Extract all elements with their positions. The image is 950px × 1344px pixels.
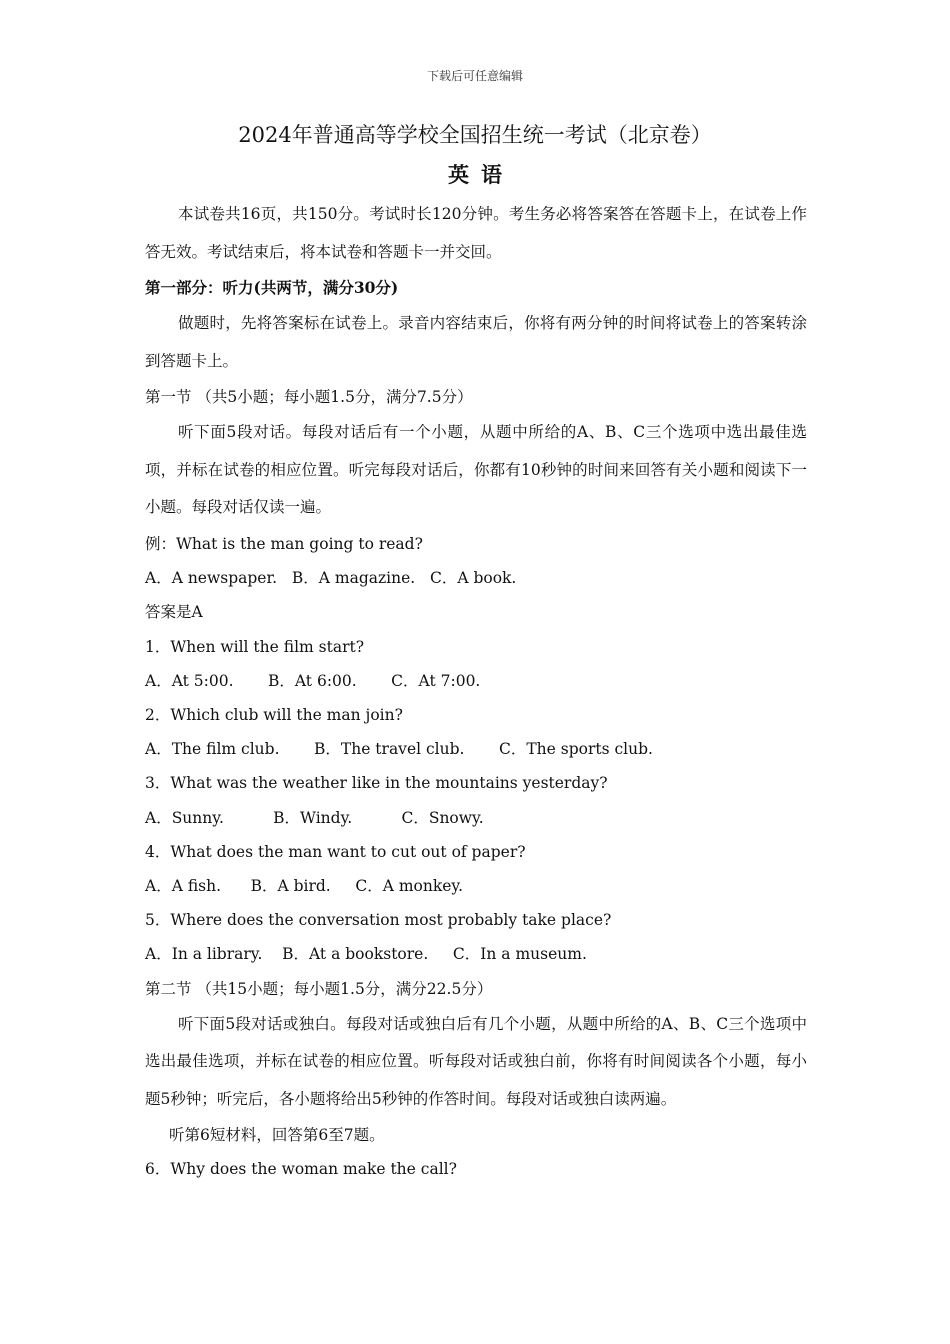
section1-instruction: 听下面5段对话。每段对话后有一个小题，从题中所给的A、B、C三个选项中选出最佳选项，并标在试卷的相应位置。听完每段对话后，你都有10秒钟的时间来回答有关小题和阅读下一小题。每段对话仅读一遍。 <box>145 423 807 517</box>
question-3-options: A．Sunny. B．Windy. C．Snowy. <box>145 808 484 827</box>
question-4: 4．What does the man want to cut out of paper? <box>145 842 526 861</box>
exam-content <box>145 196 807 1187</box>
question-5-options: A．In a library. B．At a bookstore. C．In a museum. <box>145 945 587 964</box>
example-question: 例：What is the man going to read? <box>145 534 423 553</box>
section1-heading: 第一节 （共5小题；每小题1.5分，满分7.5分） <box>145 388 473 407</box>
question-3: 3．What was the weather like in the mountains yesterday? <box>145 774 608 793</box>
exam-subject: 英语 <box>448 162 514 187</box>
question-2: 2．Which club will the man join? <box>145 705 403 724</box>
question-4-options: A．A fish. B．A bird. C．A monkey. <box>145 876 464 895</box>
material-note: 听第6短材料，回答第6至7题。 <box>169 1126 385 1145</box>
section2-heading: 第二节 （共15小题；每小题1.5分，满分22.5分） <box>145 979 493 998</box>
header-note: 下载后可任意编辑 <box>426 69 523 83</box>
intro-paragraph: 本试卷共16页，共150分。考试时长120分钟。考生务必将答案答在答题卡上，在试卷上作答无效。考试结束后，将本试卷和答题卡一并交回。 <box>145 205 807 261</box>
part1-instruction: 做题时，先将答案标在试卷上。录音内容结束后，你将有两分钟的时间将试卷上的答案转涂到答题卡上。 <box>145 314 807 370</box>
question-1: 1．When will the film start? <box>145 637 365 656</box>
example-options: A．A newspaper. B．A magazine. C．A book. <box>145 569 517 588</box>
part1-heading: 第一部分：听力(共两节，满分30分) <box>145 278 399 297</box>
question-6: 6．Why does the woman make the call? <box>145 1160 457 1179</box>
question-5: 5．Where does the conversation most probably take place? <box>145 911 612 930</box>
question-2-options: A．The film club. B．The travel club. C．The sports club. <box>145 740 653 759</box>
example-answer: 答案是A <box>145 603 203 622</box>
question-1-options: A．At 5:00. B．At 6:00. C．At 7:00. <box>145 671 481 690</box>
section2-instruction: 听下面5段对话或独白。每段对话或独白后有几个小题，从题中所给的A、B、C三个选项中选出最佳选项，并标在试卷的相应位置。听每段对话或独白前，你将有时间阅读各个小题，每小题5秒钟；听完后，各小题将给出5秒钟的作答时间。每段对话或独白读两遍。 <box>145 1014 807 1108</box>
exam-title: 2024年普通高等学校全国招生统一考试（北京卷） <box>238 123 712 147</box>
